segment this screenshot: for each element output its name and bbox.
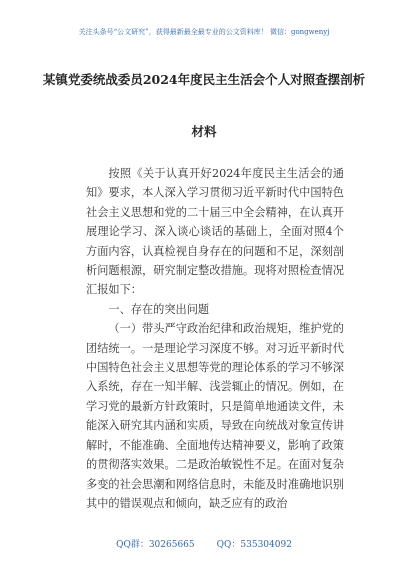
section-heading: 一、存在的突出问题 bbox=[108, 302, 210, 316]
section-paragraph: （一）带头严守政治纪律和政治规矩，维护党的团结统一。一是理论学习深度不够。对习近平新时代中国特色社会主义思想等党的理论体系的学习不够深入系统，存在一知半解、浅尝辄止的情况。例如，在学习党的最新方针政策时，只是简单地通读文件，未能深入研究其内涵和实质，导致在向统战对象宣传讲解时，不能准确、全面地传达精神要义，影响了政策的贯彻落实效果。二是政治敏锐性不足。在面对复杂多变的社会思潮和网络信息时，未能及时准确地识别其中的错误观点和倾向，缺乏应有的政治 bbox=[86, 322, 344, 510]
contact-footer bbox=[0, 537, 408, 550]
intro-paragraph: 按照《关于认真开好2024年度民主生活会的通知》要求，本人深入学习贯彻习近平新时代中国特色社会主义思想和党的二十届三中全会精神，在认真开展理论学习、深入谈心谈话的基础上，全面对照4个方面内容，认真检视自身存在的问题和不足，深刻剖析问题根源，研究制定整改措施。现将对照检查情况汇报如下： bbox=[86, 167, 344, 297]
qq-number: QQ：535304092 bbox=[216, 540, 292, 550]
document-title-continued: 材料 bbox=[191, 124, 217, 139]
document-body bbox=[86, 164, 344, 513]
document-title: 某镇党委统战委员2024年度民主生活会个人对照查摆剖析 bbox=[42, 72, 366, 87]
promo-banner: 关注头条号“公文研究”，获得最新最全最专业的公文资料库！ 微信：gongwenyj bbox=[78, 28, 330, 36]
qq-group-number: QQ群：30265665 bbox=[116, 540, 195, 550]
